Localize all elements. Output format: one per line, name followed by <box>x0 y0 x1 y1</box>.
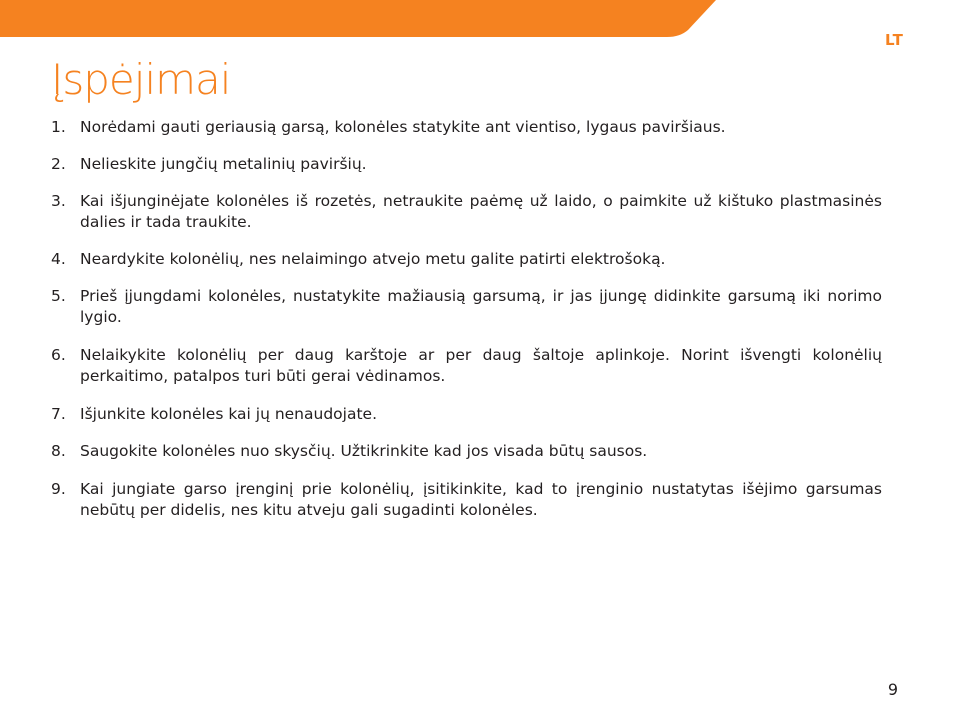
warning-text: Išjunkite kolonėles kai jų nenaudojate. <box>80 405 377 423</box>
warning-text: Kai išjunginėjate kolonėles iš rozetės, netraukite paėmę už laido, o paimkite už kištuko plastmasinės dalies ir tada traukite. <box>80 192 882 231</box>
page-number: 9 <box>887 680 898 699</box>
warning-text: Neardykite kolonėlių, nes nelaimingo atvejo metu galite patirti elektrošoką. <box>80 250 666 268</box>
warning-number: 7. <box>51 405 66 423</box>
warning-text: Saugokite kolonėles nuo skysčių. Užtikrinkite kad jos visada būtų sausos. <box>80 442 648 460</box>
warning-number: 6. <box>51 346 66 364</box>
warning-text: Nelaikykite kolonėlių per daug karštoje ar per daug šaltoje aplinkoje. Norint išvengti kolonėlių perkaitimo, patalpos turi būti gerai vėdinamos. <box>80 346 882 385</box>
warning-text: Nelieskite jungčių metalinių paviršių. <box>80 155 367 173</box>
warning-item <box>51 117 882 138</box>
warning-item <box>51 441 882 462</box>
warning-item <box>51 404 882 425</box>
warning-text: Kai jungiate garso įrenginį prie kolonėlių, įsitikinkite, kad to įrenginio nustatytas išėjimo garsumas nebūtų per didelis, nes kitu atveju gali sugadinti kolonėles. <box>80 480 882 519</box>
warning-number: 5. <box>51 287 66 305</box>
warning-number: 4. <box>51 250 66 268</box>
warning-item <box>51 479 882 521</box>
header-accent-band <box>0 0 954 40</box>
warning-number: 2. <box>51 155 66 173</box>
warning-number: 9. <box>51 480 66 498</box>
page-title: Įspėjimai <box>51 55 231 104</box>
language-code: LT <box>885 31 904 49</box>
warning-item <box>51 191 882 233</box>
warning-number: 8. <box>51 442 66 460</box>
warning-item <box>51 286 882 328</box>
warning-text: Prieš įjungdami kolonėles, nustatykite mažiausią garsumą, ir jas įjungę didinkite garsumą iki norimo lygio. <box>80 287 882 326</box>
warnings-list <box>51 117 882 521</box>
warning-number: 1. <box>51 118 66 136</box>
warning-number: 3. <box>51 192 66 210</box>
warning-item <box>51 345 882 387</box>
warning-item <box>51 154 882 175</box>
header-accent-shape <box>0 0 716 37</box>
warning-item <box>51 249 882 270</box>
warning-text: Norėdami gauti geriausią garsą, kolonėles statykite ant vientiso, lygaus paviršiaus. <box>80 118 726 136</box>
